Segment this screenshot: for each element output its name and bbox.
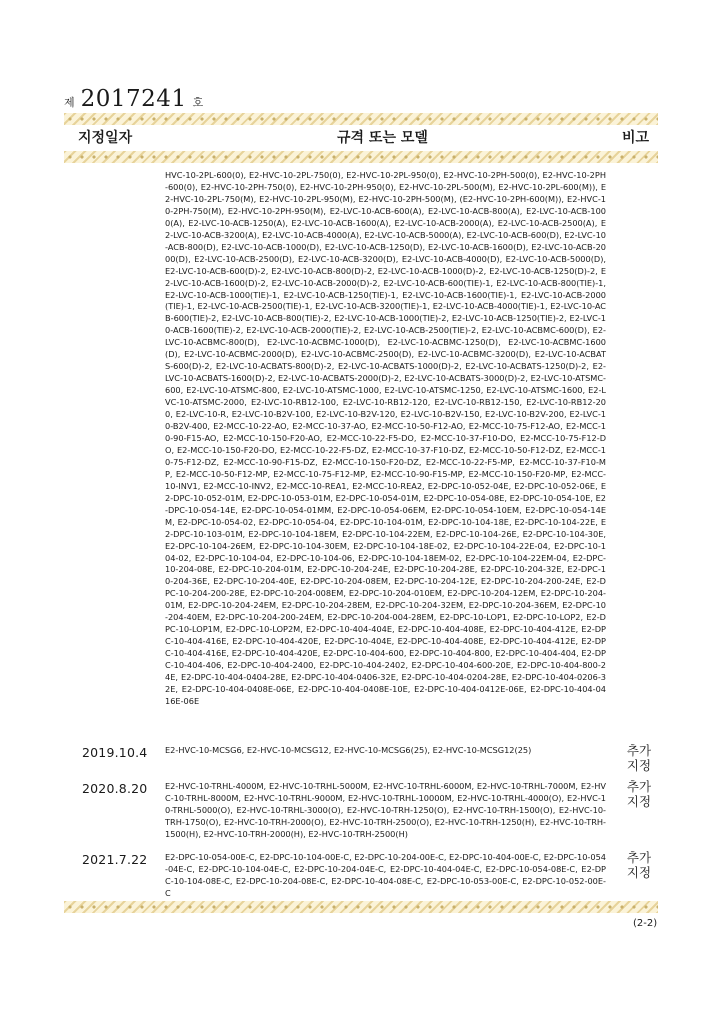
certificate-prefix: 제 [64, 96, 75, 109]
decorative-border-header [64, 151, 658, 163]
table-row [64, 781, 658, 841]
header-spec: 규격 또는 모델 [337, 130, 428, 146]
row-note: 추가 지정 [626, 779, 652, 809]
decorative-border-bottom [64, 901, 658, 913]
row-spec: E2-HVC-10-MCSG6, E2-HVC-10-MCSG12, E2-HVC-10-MCSG6(25), E2-HVC-10-MCSG12(25) [165, 745, 532, 755]
certificate-suffix: 호 [192, 96, 204, 109]
row-spec: E2-HVC-10-TRHL-4000M, E2-HVC-10-TRHL-5000M, E2-HVC-10-TRHL-6000M, E2-HVC-10-TRHL-7000M, E2-HVC-10-TRHL-8000M, E2-HVC-10-TRHL-9000M, E2-HVC-10-TRHL-10000M, E2-HVC-10-TRHL-4000(O), E2-HVC-10-TRHL-5000(O), E2-HVC-10-TRHL-3000(O), E2-HVC-10-TRH-1250(O), E2-HVC-10-TRH-1500(O), E2-HVC-10-TRH-1750(O), E2-HVC-10-TRH-2000(O), E2-HVC-10-TRH-2500(O), E2-HVC-10-TRH-1250(H), E2-HVC-10-TRH-1500(H), E2-HVC-10-TRH-2000(H), E2-HVC-10-TRH-2500(H) [165, 781, 606, 839]
certificate-number-value: 2017241 [80, 86, 187, 112]
row-date: 2019.10.4 [82, 745, 148, 760]
header-date: 지정일자 [78, 130, 133, 146]
row-spec: HVC-10-2PL-600(0), E2-HVC-10-2PL-750(0), E2-HVC-10-2PL-950(0), E2-HVC-10-2PH-500(0), E2-HVC-10-2PH-600(0), E2-HVC-10-2PH-750(0), E2-HVC-10-2PH-950(0), E2-HVC-10-2PL-500(M), E2-HVC-10-2PL-600(M)), E2-HVC-10-2PL-750(M), E2-HVC-10-2PL-950(M), E2-HVC-10-2PH-500(M), (E2-HVC-10-2PH-600(M)), E2-HVC-10-2PH-750(M), E2-HVC-10-2PH-950(M), E2-LVC-10-ACB-600(A), E2-LVC-10-ACB-800(A), E2-LVC-10-ACB-1000(A), E2-LVC-10-ACB-1250(A), E2-LVC-10-ACB-1600(A), E2-LVC-10-ACB-2000(A), E2-LVC-10-ACB-2500(A), E2-LVC-10-ACB-3200(A), E2-LVC-10-ACB-4000(A), E2-LVC-10-ACB-5000(A), E2-LVC-10-ACB-600(D), E2-LVC-10-ACB-800(D), E2-LVC-10-ACB-1000(D), E2-LVC-10-ACB-1250(D), E2-LVC-10-ACB-1600(D), E2-LVC-10-ACB-2000(D), E2-LVC-10-ACB-2500(D), E2-LVC-10-ACB-3200(D), E2-LVC-10-ACB-4000(D), E2-LVC-10-ACB-5000(D), E2-LVC-10-ACB-600(D)-2, E2-LVC-10-ACB-800(D)-2, E2-LVC-10-ACB-1000(D)-2, E2-LVC-10-ACB-1250(D)-2, E2-LVC-10-ACB-1600(D)-2, E2-LVC-10-ACB-2000(D)-2, E2-LVC-10-ACB-600(TIE)-1, E2-LVC-10-ACB-800(TIE)-1, E2-LVC-10-ACB-1000(TIE)-1, E2-LVC-10-ACB-1250(TIE)-1, E2-LVC-10-ACB-1600(TIE)-1, E2-LVC-10-ACB-2000(TIE)-1, E2-LVC-10-ACB-2500(TIE)-1, E2-LVC-10-ACB-3200(TIE)-1, E2-LVC-10-ACB-4000(TIE)-1, E2-LVC-10-ACB-600(TIE)-2, E2-LVC-10-ACB-800(TIE)-2, E2-LVC-10-ACB-1000(TIE)-2, E2-LVC-10-ACB-1250(TIE)-2, E2-LVC-10-ACB-1600(TIE)-2, E2-LVC-10-ACB-2000(TIE)-2, E2-LVC-10-ACB-2500(TIE)-2, E2-LVC-10-ACBMC-600(D), E2-LVC-10-ACBMC-800(D), E2-LVC-10-ACBMC-1000(D), E2-LVC-10-ACBMC-1250(D), E2-LVC-10-ACBMC-1600(D), E2-LVC-10-ACBMC-2000(D), E2-LVC-10-ACBMC-2500(D), E2-LVC-10-ACBMC-3200(D), E2-LVC-10-ACBATS-600(D)-2, E2-LVC-10-ACBATS-800(D)-2, E2-LVC-10-ACBATS-1000(D)-2, E2-LVC-10-ACBATS-1250(D)-2, E2-LVC-10-ACBATS-1600(D)-2, E2-LVC-10-ACBATS-2000(D)-2, E2-LVC-10-ACBATS-3000(D)-2, E2-LVC-10-ATSMC-600, E2-LVC-10-ATSMC-800, E2-LVC-10-ATSMC-1000, E2-LVC-10-ATSMC-1250, E2-LVC-10-ATSMC-1600, E2-LVC-10-ATSMC-2000, E2-LVC-10-RB12-100, E2-LVC-10-RB12-120, E2-LVC-10-RB12-150, E2-LVC-10-RB12-200, E2-LVC-10-R, E2-LVC-10-B2V-100, E2-LVC-10-B2V-120, E2-LVC-10-B2V-150, E2-LVC-10-B2V-200, E2-LVC-10-B2V-400, E2-MCC-10-22-AO, E2-MCC-10-37-AO, E2-MCC-10-50-F12-AO, E2-MCC-10-75-F12-AO, E2-MCC-10-90-F15-AO, E2-MCC-10-150-F20-AO, E2-MCC-10-22-F5-DO, E2-MCC-10-37-F10-DO, E2-MCC-10-75-F12-DO, E2-MCC-10-150-F20-DO, E2-MCC-10-22-F5-DZ, E2-MCC-10-37-F10-DZ, E2-MCC-10-50-F12-DZ, E2-MCC-10-75-F12-DZ, E2-MCC-10-90-F15-DZ, E2-MCC-10-150-F20-DZ, E2-MCC-10-22-F5-MP, E2-MCC-10-37-F10-MP, E2-MCC-10-50-F12-MP, E2-MCC-10-75-F12-MP, E2-MCC-10-90-F15-MP, E2-MCC-10-150-F20-MP, E2-MCC-10-INV1, E2-MCC-10-INV2, E2-MCC-10-REA1, E2-MCC-10-REA2, E2-DPC-10-052-04E, E2-DPC-10-052-06E, E2-DPC-10-052-01M, E2-DPC-10-053-01M, E2-DPC-10-054-01M, E2-DPC-10-054-08E, E2-DPC-10-054-10E, E2-DPC-10-054-14E, E2-DPC-10-054-01MM, E2-DPC-10-054-06EM, E2-DPC-10-054-10EM, E2-DPC-10-054-14EM, E2-DPC-10-054-02, E2-DPC-10-054-04, E2-DPC-10-104-01M, E2-DPC-10-104-18E, E2-DPC-10-104-22E, E2-DPC-10-103-01M, E2-DPC-10-104-18EM, E2-DPC-10-104-22EM, E2-DPC-10-104-26E, E2-DPC-10-104-30E, E2-DPC-10-104-26EM, E2-DPC-10-104-30EM, E2-DPC-10-104-18E-02, E2-DPC-10-104-22E-04, E2-DPC-10-104-02, E2-DPC-10-104-04, E2-DPC-10-104-06, E2-DPC-10-104-18EM-02, E2-DPC-10-104-22EM-04, E2-DPC-10-204-08E, E2-DPC-10-204-01M, E2-DPC-10-204-24E, E2-DPC-10-204-28E, E2-DPC-10-204-32E, E2-DPC-10-204-36E, E2-DPC-10-204-40E, E2-DPC-10-204-08EM, E2-DPC-10-204-12E, E2-DPC-10-204-200-24E, E2-DPC-10-204-200-28E, E2-DPC-10-204-008EM, E2-DPC-10-204-010EM, E2-DPC-10-204-12EM, E2-DPC-10-204-01M, E2-DPC-10-204-24EM, E2-DPC-10-204-28EM, E2-DPC-10-204-32EM, E2-DPC-10-204-36EM, E2-DPC-10-204-40EM, E2-DPC-10-204-200-24EM, E2-DPC-10-204-004-28EM, E2-DPC-10-LOP1, E2-DPC-10-LOP2, E2-DPC-10-LOP1M, E2-DPC-10-LOP2M, E2-DPC-10-404-404E, E2-DPC-10-404-408E, E2-DPC-10-404-412E, E2-DPC-10-404-416E, E2-DPC-10-404-420E, E2-DPC-10-404E, E2-DPC-10-404-408E, E2-DPC-10-404-412E, E2-DPC-10-404-416E, E2-DPC-10-404-420E, E2-DPC-10-404-600, E2-DPC-10-404-800, E2-DPC-10-404-404, E2-DPC-10-404-406, E2-DPC-10-404-2400, E2-DPC-10-404-2402, E2-DPC-10-404-600-20E, E2-DPC-10-404-800-24E, E2-DPC-10-404-0404-28E, E2-DPC-10-404-0406-32E, E2-DPC-10-404-0204-28E, E2-DPC-10-404-0206-32E, E2-DPC-10-404-0408E-06E, E2-DPC-10-404-0408E-10E, E2-DPC-10-404-0412E-06E, E2-DPC-10-404-0416E-06E [165, 170, 606, 706]
table-row [64, 170, 658, 733]
row-date: 2021.7.22 [82, 852, 148, 867]
header-note: 비고 [622, 130, 650, 146]
row-date: 2020.8.20 [82, 781, 148, 796]
row-note: 추가 지정 [626, 850, 652, 880]
table-row [64, 852, 658, 900]
table-row [64, 743, 658, 773]
page-number: (2-2) [633, 918, 658, 929]
decorative-border-top [64, 113, 658, 125]
row-note: 추가 지정 [626, 743, 652, 773]
certificate-number [64, 86, 203, 112]
row-spec: E2-DPC-10-054-00E-C, E2-DPC-10-104-00E-C, E2-DPC-10-204-00E-C, E2-DPC-10-404-00E-C, E2-DPC-10-054-04E-C, E2-DPC-10-104-04E-C, E2-DPC-10-204-04E-C, E2-DPC-10-404-04E-C, E2-DPC-10-054-08E-C, E2-DPC-10-104-08E-C, E2-DPC-10-204-08E-C, E2-DPC-10-404-08E-C, E2-DPC-10-053-00E-C, E2-DPC-10-052-00E-C [165, 852, 606, 898]
